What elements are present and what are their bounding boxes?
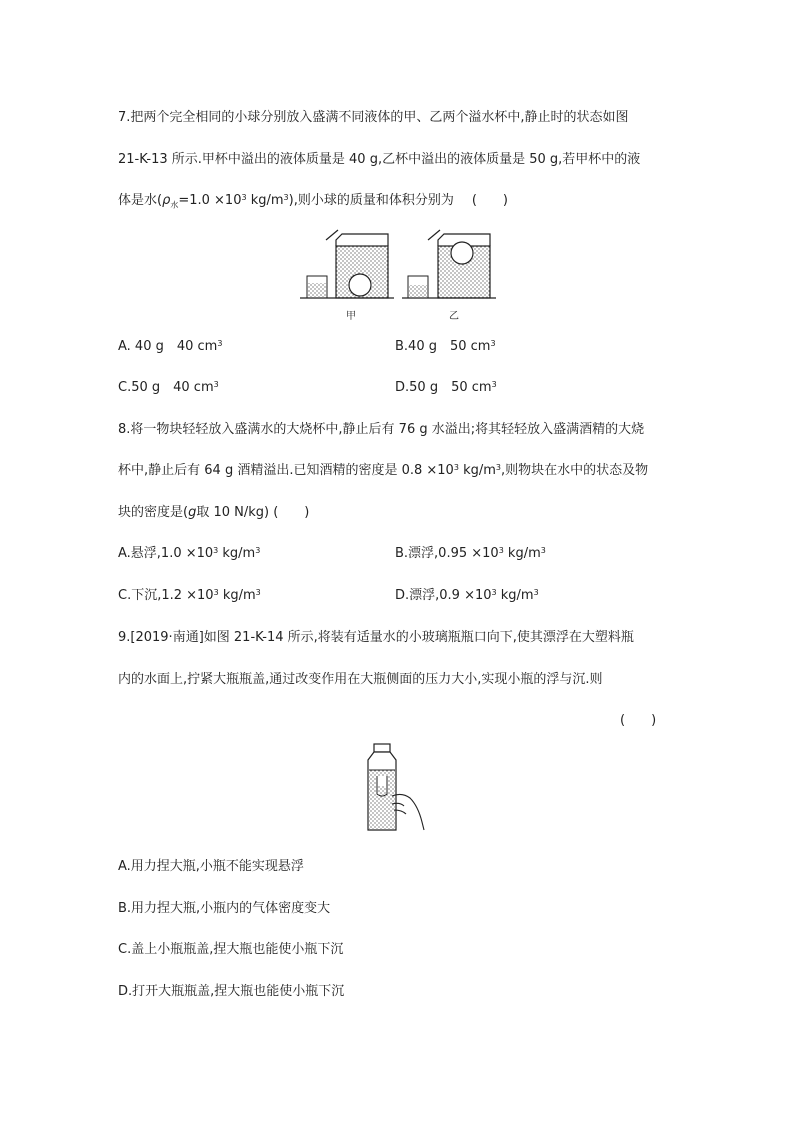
q9-option-a[interactable]: A.用力捏大瓶,小瓶不能实现悬浮 — [118, 859, 304, 874]
cup-yi-setup — [402, 230, 496, 298]
q8-option-a[interactable]: A.悬浮$,1.0 \times 10^3$ $kg/m^3$ — [118, 546, 261, 561]
q9-answer-bracket: ( ) — [620, 713, 657, 728]
q7-line-3: 体是水($\rho_水=1.0 \times 10^3$ $kg/m^3$),则小球的质量和体积分别为 ( ) — [118, 193, 509, 210]
bottle-cap — [374, 744, 390, 752]
q9-option-d[interactable]: D.打开大瓶瓶盖,捏大瓶也能使小瓶下沉 — [118, 984, 345, 999]
hand-icon — [392, 794, 424, 830]
q8-line-3: 块的密度是(g取 10 N/kg) ( ) — [118, 505, 310, 520]
overflow-cups-figure — [298, 228, 498, 323]
q7-option-c[interactable]: C.50 g 40 $cm^3$ — [118, 380, 219, 395]
bottle-diver-figure — [362, 742, 432, 834]
q9-option-b[interactable]: B.用力捏大瓶,小瓶内的气体密度变大 — [118, 901, 331, 916]
q8-line-1: 8.将一物块轻轻放入盛满水的大烧杯中,静止后有 76 g 水溢出;将其轻轻放入盛满酒精的大烧 — [118, 422, 645, 437]
q8-line-2: 杯中,静止后有 64 g 酒精溢出.已知酒精的密度是 $0.8 \times 10^3$ $kg/m^3$,则物块在水中的状态及物 — [118, 463, 649, 478]
q9-line-1: 9.[2019·南通]如图 21-K-14 所示,将装有适量水的小玻璃瓶瓶口向下,使其漂浮在大塑料瓶 — [118, 630, 634, 645]
q7-option-d[interactable]: D.50 g 50 $cm^3$ — [395, 380, 497, 395]
q9-option-c[interactable]: C.盖上小瓶瓶盖,捏大瓶也能使小瓶下沉 — [118, 942, 344, 957]
q7-line-1: 7.把两个完全相同的小球分别放入盛满不同液体的甲、乙两个溢水杯中,静止时的状态如图 — [118, 110, 629, 125]
q7-line-2: 21-K-13 所示.甲杯中溢出的液体质量是 40 g,乙杯中溢出的液体质量是 50 g,若甲杯中的液 — [118, 152, 641, 167]
q8-option-c[interactable]: C.下沉$,1.2 \times 10^3$ $kg/m^3$ — [118, 588, 261, 603]
q7-option-b[interactable]: B.40 g 50 $cm^3$ — [395, 339, 496, 354]
q8-option-b[interactable]: B.漂浮$,0.95 \times 10^3$ $kg/m^3$ — [395, 546, 546, 561]
cup-jia-setup — [300, 230, 394, 298]
q9-line-2: 内的水面上,拧紧大瓶瓶盖,通过改变作用在大瓶侧面的压力大小,实现小瓶的浮与沉.则 — [118, 672, 603, 687]
figure-label-yi: 乙 — [449, 311, 459, 322]
figure-label-jia: 甲 — [346, 311, 356, 322]
q7-answer-bracket: ( ) — [471, 193, 509, 208]
q7-option-a[interactable]: A. 40 g 40 $cm^3$ — [118, 339, 223, 354]
q8-option-d[interactable]: D.漂浮$,0.9 \times 10^3$ $kg/m^3$ — [395, 588, 539, 603]
